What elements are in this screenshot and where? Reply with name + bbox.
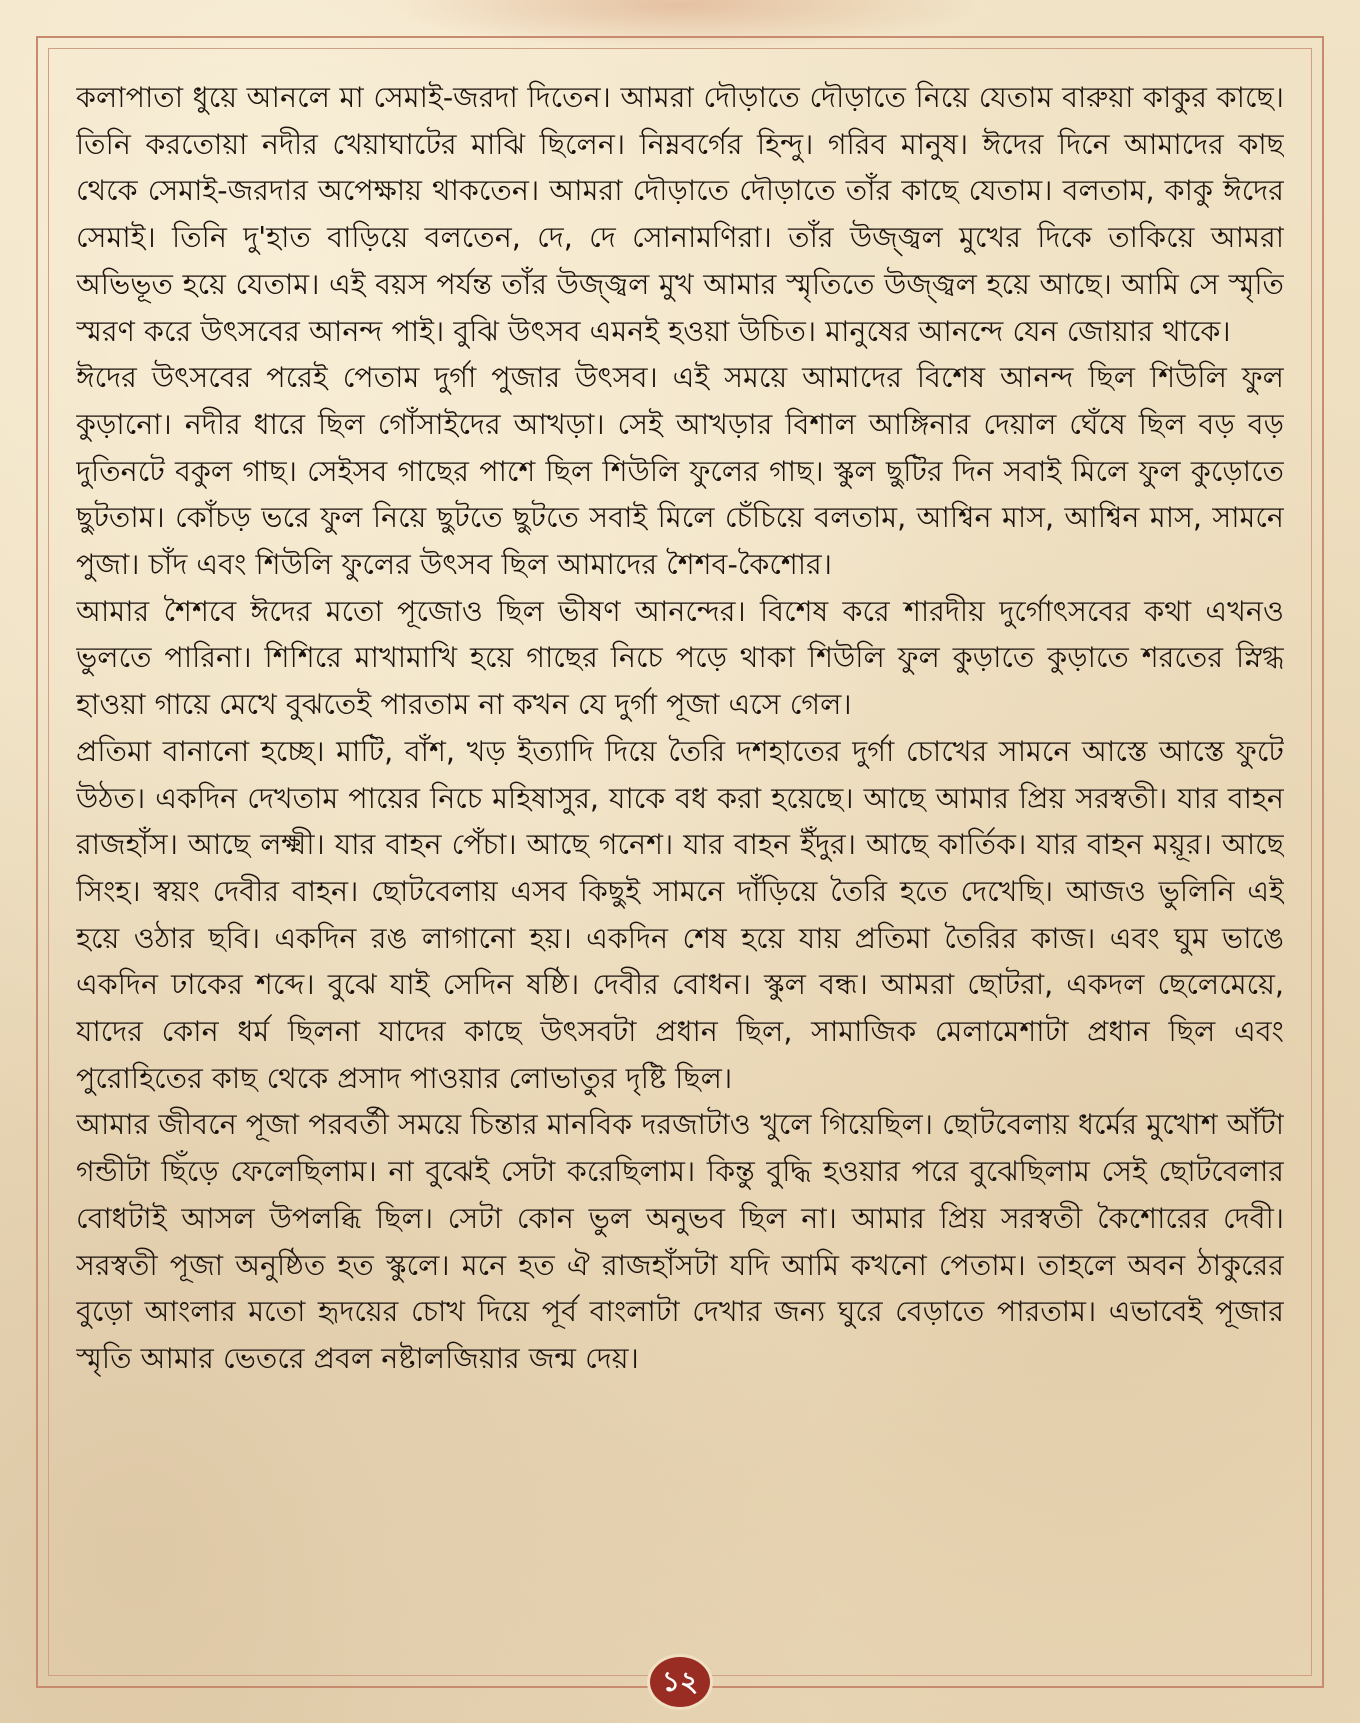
article-body (76, 74, 1284, 1614)
paragraph-3: আমার শৈশবে ঈদের মতো পূজোও ছিল ভীষণ আনন্দের। বিশেষ করে শারদীয় দুর্গোৎসবের কথা এখনও ভুলতে পারিনা। শিশিরে মাখামাখি হয়ে গাছের নিচে পড়ে থাকা শিউলি ফুল কুড়াতে কুড়াতে শরতের স্নিগ্ধ হাওয়া গায়ে মেখে বুঝতেই পারতাম না কখন যে দুর্গা পূজা এসে গেল। (76, 593, 1284, 722)
paragraph-1: কলাপাতা ধুয়ে আনলে মা সেমাই-জরদা দিতেন। আমরা দৌড়াতে দৌড়াতে নিয়ে যেতাম বারুয়া কাকুর কাছে। তিনি করতোয়া নদীর খেয়াঘাটের মাঝি ছিলেন। নিম্নবর্গের হিন্দু। গরিব মানুষ। ঈদের দিনে আমাদের কাছ থেকে সেমাই-জরদার অপেক্ষায় থাকতেন। আমরা দৌড়াতে দৌড়াতে তাঁর কাছে যেতাম। বলতাম, কাকু ঈদের সেমাই। তিনি দু'হাত বাড়িয়ে বলতেন, দে, দে সোনামণিরা। তাঁর উজ্জ্বল মুখের দিকে তাকিয়ে আমরা অভিভূত হয়ে যেতাম। এই বয়স পর্যন্ত তাঁর উজ্জ্বল মুখ আমার স্মৃতিতে উজ্জ্বল হয়ে আছে। আমি সে স্মৃতি স্মরণ করে উৎসবের আনন্দ পাই। বুঝি উৎসব এমনই হওয়া উচিত। মানুষের আনন্দে যেন জোয়ার থাকে। (76, 80, 1284, 348)
paragraph-2: ঈদের উৎসবের পরেই পেতাম দুর্গা পুজার উৎসব। এই সময়ে আমাদের বিশেষ আনন্দ ছিল শিউলি ফুল কুড়ানো। নদীর ধারে ছিল গোঁসাইদের আখড়া। সেই আখড়ার বিশাল আঙ্গিনার দেয়াল ঘেঁষে ছিল বড় বড় দুতিনটে বকুল গাছ। সেইসব গাছের পাশে ছিল শিউলি ফুলের গাছ। স্কুল ছুটির দিন সবাই মিলে ফুল কুড়োতে ছুটতাম। কোঁচড় ভরে ফুল নিয়ে ছুটতে ছুটতে সবাই মিলে চেঁচিয়ে বলতাম, আশ্বিন মাস, আশ্বিন মাস, সামনে পুজা। চাঁদ এবং শিউলি ফুলের উৎসব ছিল আমাদের শৈশব-কৈশোর। (76, 360, 1284, 582)
page-number-badge: ১২ (650, 1657, 710, 1707)
paragraph-4: প্রতিমা বানানো হচ্ছে। মাটি, বাঁশ, খড় ইত্যাদি দিয়ে তৈরি দশহাতের দুর্গা চোখের সামনে আস্তে আস্তে ফুটে উঠত। একদিন দেখতাম পায়ের নিচে মহিষাসুর, যাকে বধ করা হয়েছে। আছে আমার প্রিয় সরস্বতী। যার বাহন রাজহাঁস। আছে লক্ষ্মী। যার বাহন পেঁচা। আছে গনেশ। যার বাহন ইঁদুর। আছে কার্তিক। যার বাহন ময়ূর। আছে সিংহ। স্বয়ং দেবীর বাহন। ছোটবেলায় এসব কিছুই সামনে দাঁড়িয়ে তৈরি হতে দেখেছি। আজও ভুলিনি এই হয়ে ওঠার ছবি। একদিন রঙ লাগানো হয়। একদিন শেষ হয়ে যায় প্রতিমা তৈরির কাজ। এবং ঘুম ভাঙে একদিন ঢাকের শব্দে। বুঝে যাই সেদিন ষষ্ঠি। দেবীর বোধন। স্কুল বন্ধ। আমরা ছোটরা, একদল ছেলেমেয়ে, যাদের কোন ধর্ম ছিলনা যাদের কাছে উৎসবটা প্রধান ছিল, সামাজিক মেলামেশাটা প্রধান ছিল এবং পুরোহিতের কাছ থেকে প্রসাদ পাওয়ার লোভাতুর দৃষ্টি ছিল। (76, 733, 1284, 1095)
paragraph-5: আমার জীবনে পূজা পরবর্তী সময়ে চিন্তার মানবিক দরজাটাও খুলে গিয়েছিল। ছোটবেলায় ধর্মের মুখোশ আঁটা গন্ডীটা ছিঁড়ে ফেলেছিলাম। না বুঝেই সেটা করেছিলাম। কিন্তু বুদ্ধি হওয়ার পরে বুঝেছিলাম সেই ছোটবেলার বোধটাই আসল উপলব্ধি ছিল। সেটা কোন ভুল অনুভব ছিল না। আমার প্রিয় সরস্বতী কৈশোরের দেবী। সরস্বতী পূজা অনুষ্ঠিত হত স্কুলে। মনে হত ঐ রাজহাঁসটা যদি আমি কখনো পেতাম। তাহলে অবন ঠাকুরের বুড়ো আংলার মতো হৃদয়ের চোখ দিয়ে পূর্ব বাংলাটা দেখার জন্য ঘুরে বেড়াতে পারতাম। এভাবেই পূজার স্মৃতি আমার ভেতরে প্রবল নষ্টালজিয়ার জন্ম দেয়। (76, 1107, 1284, 1375)
